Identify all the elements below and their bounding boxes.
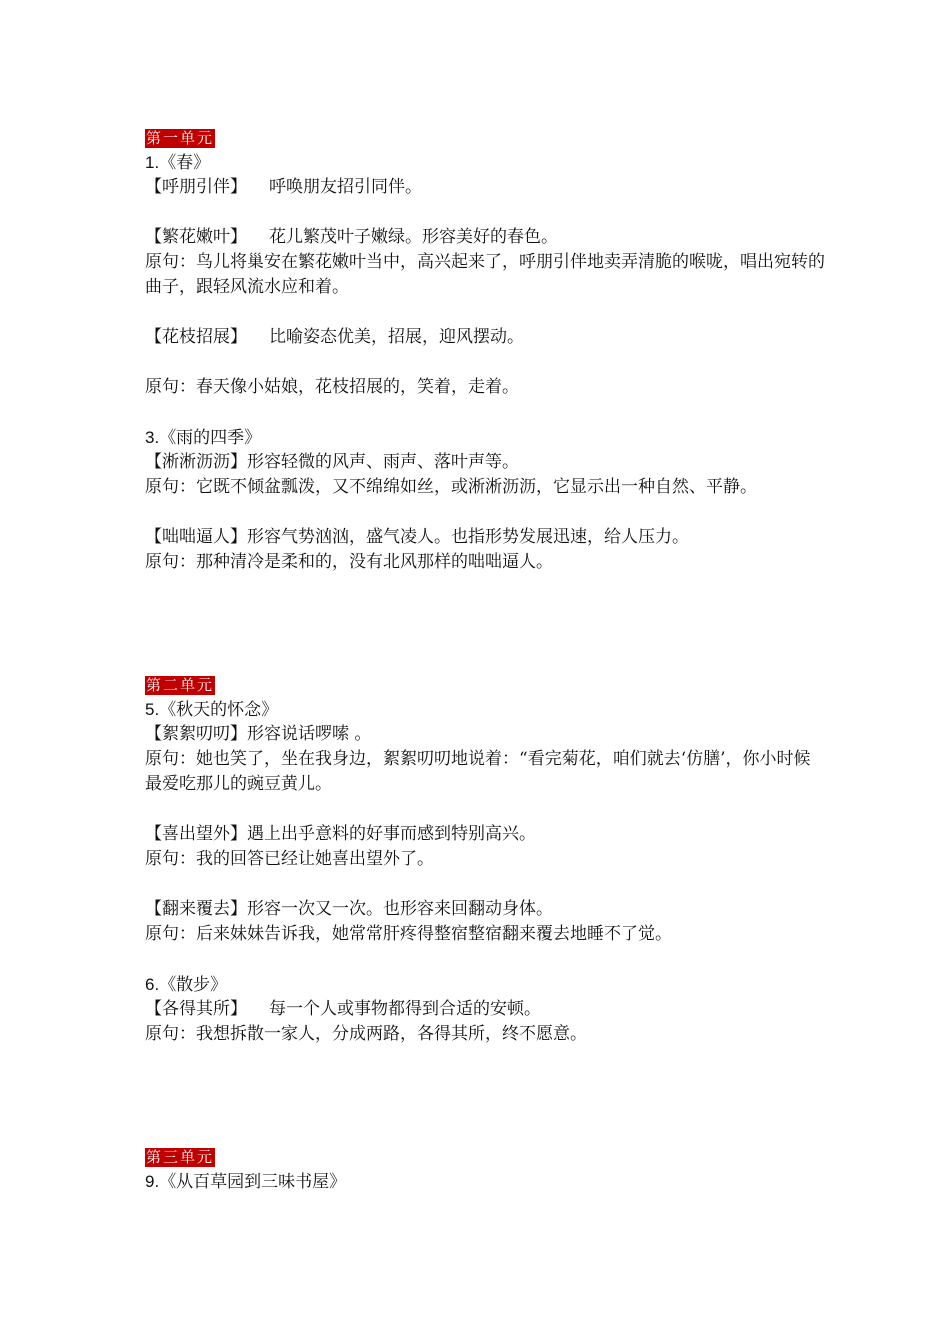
idiom-entry: [145, 450, 825, 475]
idiom-entry: [145, 325, 825, 350]
lesson-title: 6.《散步》: [145, 975, 228, 995]
idiom-quote: 原句：春天像小姑娘，花枝招展的，笑着，走着。: [145, 377, 519, 397]
idiom-meaning: 花儿繁茂叶子嫩绿。形容美好的春色。: [269, 227, 558, 247]
idiom-word: 【呼朋引伴】: [145, 177, 247, 197]
idiom-entry: [145, 225, 825, 250]
idiom-word: 【咄咄逼人】: [145, 527, 247, 547]
idiom-word: 【各得其所】: [145, 999, 247, 1019]
idiom-meaning: 每一个人或事物都得到合适的安顿。: [269, 999, 541, 1019]
unit-heading-1: [145, 125, 825, 150]
idiom-meaning: 形容说话啰嗦 。: [247, 724, 372, 744]
lesson-title: 3.《雨的四季》: [145, 428, 262, 448]
idiom-entry: [145, 722, 825, 747]
idiom-meaning: 比喻姿态优美，招展，迎风摆动。: [269, 327, 524, 347]
idiom-entry: [145, 897, 825, 922]
idiom-quote: 原句：她也笑了，坐在我身边，絮絮叨叨地说着：“看完菊花，咱们就去‘仿膳’，你小时候最爱吃那儿的豌豆黄儿。: [145, 749, 811, 794]
idiom-word: 【喜出望外】: [145, 824, 247, 844]
idiom-quote: 原句：我的回答已经让她喜出望外了。: [145, 849, 434, 869]
idiom-entry: [145, 997, 825, 1022]
idiom-word: 【繁花嫩叶】: [145, 227, 247, 247]
idiom-word: 【絮絮叨叨】: [145, 724, 247, 744]
idiom-quote: 原句：后来妹妹告诉我，她常常肝疼得整宿整宿翻来覆去地睡不了觉。: [145, 924, 672, 944]
idiom-entry: [145, 525, 825, 550]
unit-title: 第一单元: [146, 129, 215, 147]
idiom-entry: [145, 822, 825, 847]
idiom-meaning: 遇上出乎意料的好事而感到特别高兴。: [247, 824, 536, 844]
idiom-entry: [145, 175, 825, 200]
lesson-title: 1.《春》: [145, 153, 211, 173]
unit-heading-2: [145, 672, 825, 697]
unit-title: 第二单元: [146, 676, 215, 694]
document-page: [145, 125, 825, 1194]
idiom-meaning: 呼唤朋友招引同伴。: [269, 177, 422, 197]
idiom-quote: 原句：我想拆散一家人，分成两路，各得其所，终不愿意。: [145, 1024, 587, 1044]
idiom-meaning: 形容气势汹汹，盛气凌人。也指形势发展迅速，给人压力。: [247, 527, 689, 547]
idiom-word: 【淅淅沥沥】: [145, 452, 247, 472]
idiom-meaning: 形容轻微的风声、雨声、落叶声等。: [247, 452, 519, 472]
unit-title: 第三单元: [146, 1148, 215, 1166]
idiom-word: 【翻来覆去】: [145, 899, 247, 919]
idiom-meaning: 形容一次又一次。也形容来回翻动身体。: [247, 899, 553, 919]
idiom-word: 【花枝招展】: [145, 327, 247, 347]
idiom-quote: 原句：那种清冷是柔和的，没有北风那样的咄咄逼人。: [145, 552, 553, 572]
idiom-quote: 原句：鸟儿将巢安在繁花嫩叶当中，高兴起来了，呼朋引伴地卖弄清脆的喉咙，唱出宛转的曲子，跟轻风流水应和着。: [145, 252, 825, 297]
idiom-quote: 原句：它既不倾盆瓢泼，又不绵绵如丝，或淅淅沥沥，它显示出一种自然、平静。: [145, 477, 757, 497]
lesson-title: 9.《从百草园到三味书屋》: [145, 1172, 347, 1192]
lesson-title: 5.《秋天的怀念》: [145, 700, 279, 720]
unit-heading-3: [145, 1144, 825, 1169]
